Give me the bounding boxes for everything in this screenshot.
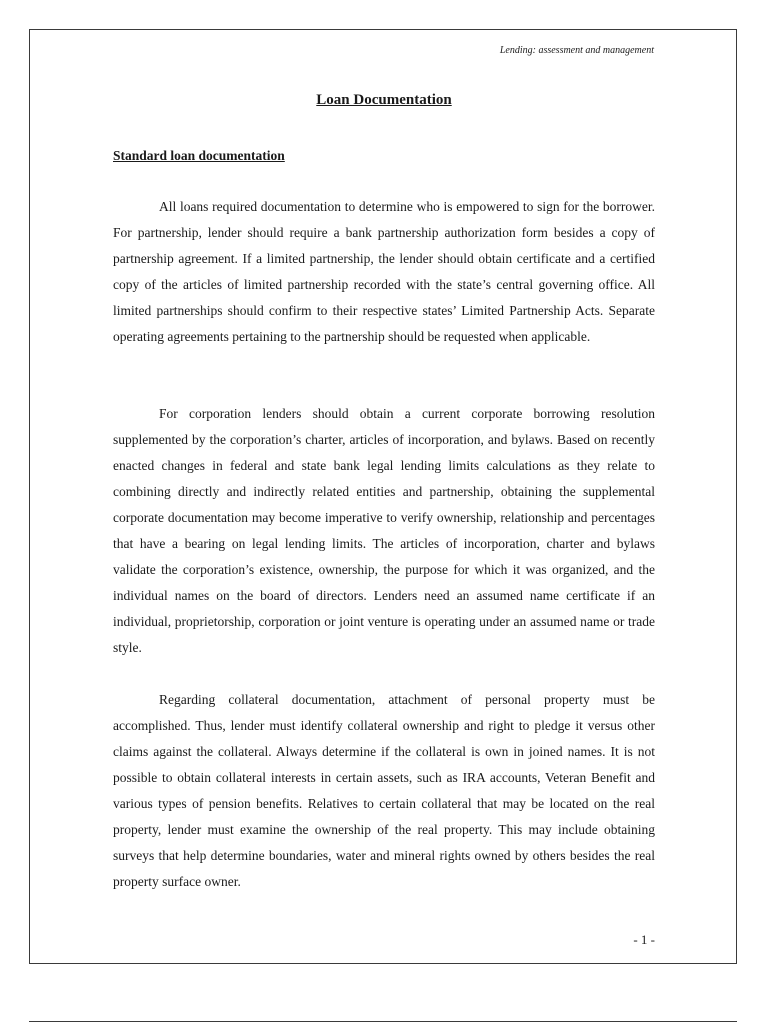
next-page-edge: [29, 1021, 737, 1022]
body-paragraph-partnership: All loans required documentation to determine who is empowered to sign for the borrower. For partnership, lender should require a bank partnership authorization form besides a copy of partnership agreement. If a limited partnership, the lender should obtain certificate and a certified copy of the articles of limited partnership recorded with the state’s central governing office. All limited partnerships should confirm to their respective states’ Limited Partnership Acts. Separate operating agreements pertaining to the partnership should be requested when applicable.: [113, 199, 655, 344]
page-number: - 1 -: [633, 932, 655, 947]
body-paragraph-collateral: Regarding collateral documentation, attachment of personal property must be accomplished. Thus, lender must identify collateral ownership and right to pledge it versus other claims against the collateral. Always determine if the collateral is own in joined names. It is not possible to obtain collateral interests in certain assets, such as IRA accounts, Veteran Benefit and various types of pension benefits. Relatives to certain collateral that may be located on the real property, lender must examine the ownership of the real property. This may include obtaining surveys that help determine boundaries, water and mineral rights owned by others besides the real property surface owner.: [113, 692, 655, 889]
document-title: Loan Documentation: [316, 92, 452, 108]
section-heading: Standard loan documentation: [113, 148, 285, 163]
running-header: Lending: assessment and management: [499, 45, 654, 56]
body-paragraph-corporation: For corporation lenders should obtain a current corporate borrowing resolution supplemented by the corporation’s charter, articles of incorporation, and bylaws. Based on recently enacted changes in federal and state bank legal lending limits calculations as they relate to combining directly and indirectly related entities and partnership, obtaining the supplemental corporate documentation may become imperative to verify ownership, relationship and percentages that have a bearing on legal lending limits. The articles of incorporation, charter and bylaws validate the corporation’s existence, ownership, the purpose for which it was organized, and the individual names on the board of directors. Lenders need an assumed name certificate if an individual, proprietorship, corporation or joint venture is operating under an assumed name or trade style.: [113, 406, 655, 655]
